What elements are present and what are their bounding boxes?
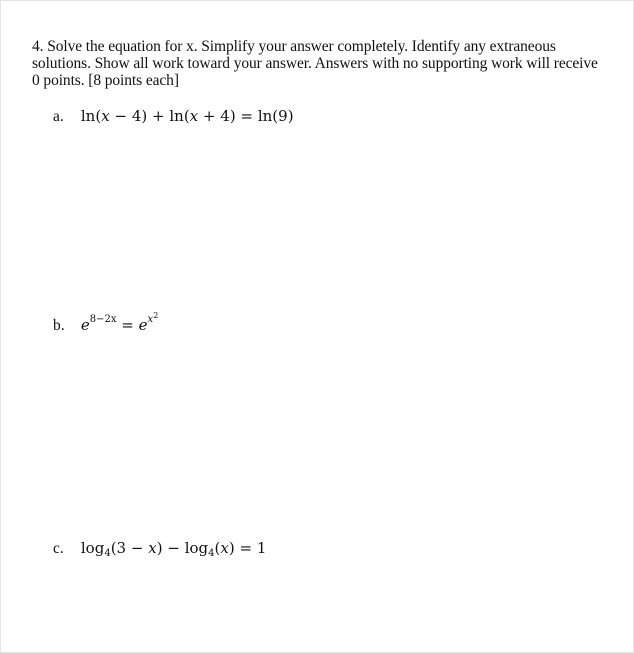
exponent-power: 2 (153, 311, 159, 320)
log-fn: log (184, 539, 209, 557)
minus-op: − (130, 539, 144, 557)
part-c (53, 539, 266, 558)
var-x: x (148, 539, 157, 557)
var-x: x (189, 107, 199, 125)
equals-op: = (240, 107, 254, 125)
plus-op: + (151, 107, 165, 125)
equals-op: = (121, 316, 134, 334)
part-c-equation: $\log_4(3 - x) - \log_4(x) = 1$ (80, 539, 267, 559)
ln-fn: ln (257, 107, 273, 125)
minus-op: − (167, 539, 180, 557)
log-base: 4 (208, 548, 215, 559)
var-x: x (147, 314, 154, 325)
part-c-label: c. (53, 540, 64, 557)
prompt-line-3: 0 points. [8 points each] (32, 72, 179, 89)
ln-fn: ln (169, 107, 184, 125)
var-x: x (220, 539, 229, 557)
minus-op: − (114, 107, 128, 125)
const: 4 (131, 107, 142, 125)
equals-op: = (239, 539, 253, 557)
prompt-line-2: solutions. Show all work toward your answer. Answers with no supporting work will receive (32, 55, 598, 72)
base-e: e (138, 316, 148, 334)
prompt-line-1: 4. Solve the equation for x. Simplify your answer completely. Identify any extraneous (32, 38, 556, 55)
const: 1 (256, 539, 267, 557)
exponent: 8−2x (89, 314, 117, 325)
const: 3 (116, 539, 127, 557)
part-b-equation (80, 311, 159, 334)
part-a-equation: ln(x − 4) + ln(x + 4) = ln(9) (80, 107, 294, 125)
var-x: x (101, 107, 110, 125)
exponent (147, 311, 159, 325)
plus-op: + (202, 107, 216, 125)
base-e: e (80, 316, 90, 334)
part-b-label: b. (53, 317, 65, 334)
log-fn: log (80, 539, 105, 557)
part-a-label: a. (53, 108, 64, 125)
const: 9 (278, 107, 288, 125)
ln-fn: ln (80, 107, 96, 125)
const: 4 (220, 107, 230, 125)
part-a (53, 107, 294, 126)
log-base: 4 (104, 548, 111, 559)
part-b (53, 311, 159, 335)
question-prompt (32, 38, 602, 89)
